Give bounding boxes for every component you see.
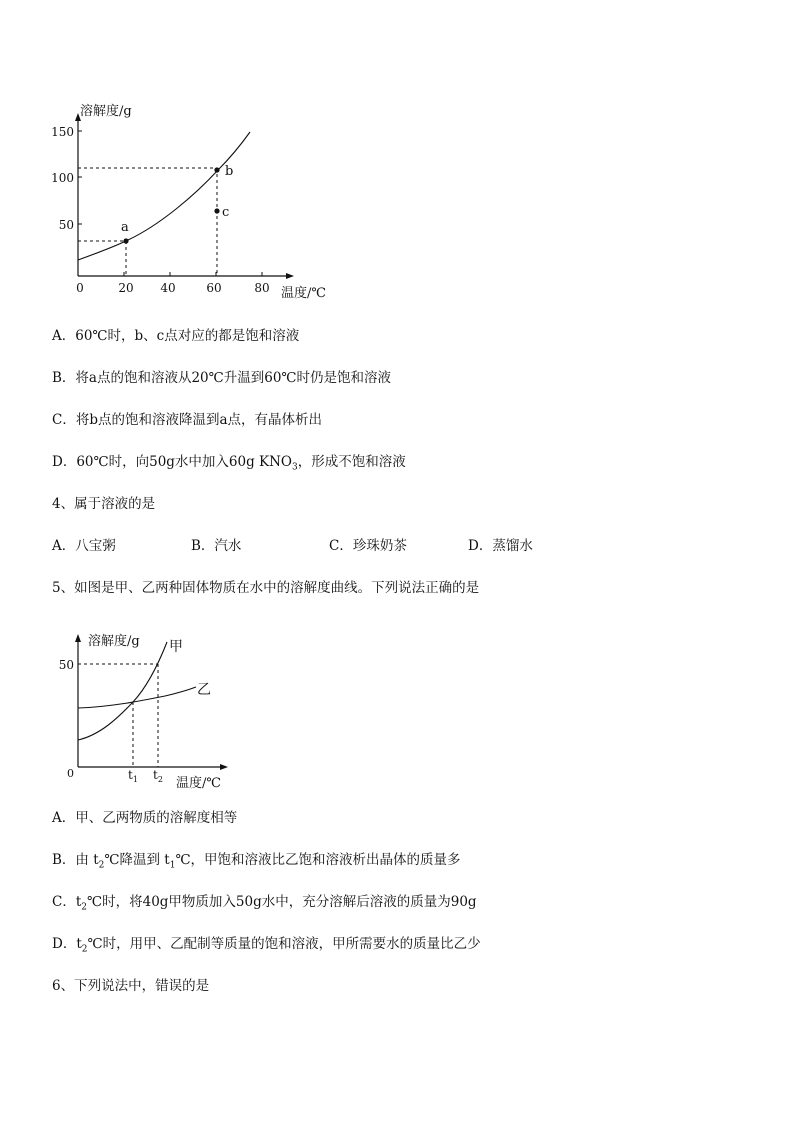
c1-xtick-label: 80 (254, 281, 270, 295)
c2-t2-label: $t_2$ (153, 768, 163, 784)
c2-series-label-yi: 乙 (197, 682, 211, 698)
q5-option-b: B．由 $t_2℃$降温到 $t_1℃$，甲饱和溶液比乙饱和溶液析出晶体的质量多 (52, 852, 461, 871)
q4-option-c: C．珍珠奶茶 (329, 538, 407, 554)
c1-xtick-label: 40 (160, 281, 176, 295)
c1-point-b (214, 167, 219, 172)
q4-stem: 4、属于溶液的是 (52, 496, 156, 512)
c2-y-arrow (75, 634, 81, 642)
c1-xtick-label: 0 (76, 281, 84, 295)
c1-x-arrow (286, 273, 294, 279)
c2-x-label: 温度/℃ (176, 776, 221, 791)
q5-option-a: A．甲、乙两物质的溶解度相等 (52, 810, 238, 826)
c1-point-label-a: a (121, 220, 129, 235)
c1-ytick-label: 100 (51, 171, 74, 185)
c2-origin-label: 0 (67, 767, 74, 780)
q4-option-b: B．汽水 (191, 538, 242, 554)
q3-option-b: B．将a点的饱和溶液从20℃升温到60℃时仍是饱和溶液 (52, 370, 392, 386)
c2-series-label-jia: 甲 (169, 639, 183, 655)
c2-x-arrow (220, 764, 228, 770)
c1-ytick-label: 150 (51, 125, 74, 139)
c1-point-label-c: c (222, 205, 230, 220)
c1-point-c (214, 208, 219, 213)
c2-y-label: 溶解度/g (88, 634, 140, 649)
c1-y-label: 溶解度/g (80, 104, 132, 119)
c1-xtick-label: 60 (206, 281, 222, 295)
c1-point-a (123, 238, 128, 243)
c1-xtick-label: 20 (118, 281, 134, 295)
q4-option-d: D．蒸馏水 (468, 538, 533, 554)
q5-option-c: C．$t_2℃$时，将40g甲物质加入50g水中，充分溶解后溶液的质量为90g (52, 894, 477, 913)
c1-ytick-label: 50 (58, 218, 74, 232)
c2-ytick-label: 50 (58, 658, 74, 672)
q5-option-d: D．$t_2℃$时，用甲、乙配制等质量的饱和溶液，甲所需要水的质量比乙少 (52, 936, 481, 955)
c2-curve-jia (78, 642, 167, 740)
q3-option-d: D．60℃时，向50g水中加入60g $KNO_3$，形成不饱和溶液 (52, 454, 406, 473)
c1-x-label: 温度/℃ (281, 286, 326, 301)
q6-stem: 6、下列说法中，错误的是 (52, 978, 210, 994)
q3-option-a: A．60℃时，b、c点对应的都是饱和溶液 (52, 328, 300, 344)
c2-t1-label: $t_1$ (128, 768, 138, 784)
q3-option-c: C．将b点的饱和溶液降温到a点，有晶体析出 (52, 412, 323, 428)
q5-stem: 5、如图是甲、乙两种固体物质在水中的溶解度曲线。下列说法正确的是 (52, 580, 480, 596)
q4-option-a: A．八宝粥 (52, 538, 116, 554)
c1-point-label-b: b (225, 164, 234, 179)
